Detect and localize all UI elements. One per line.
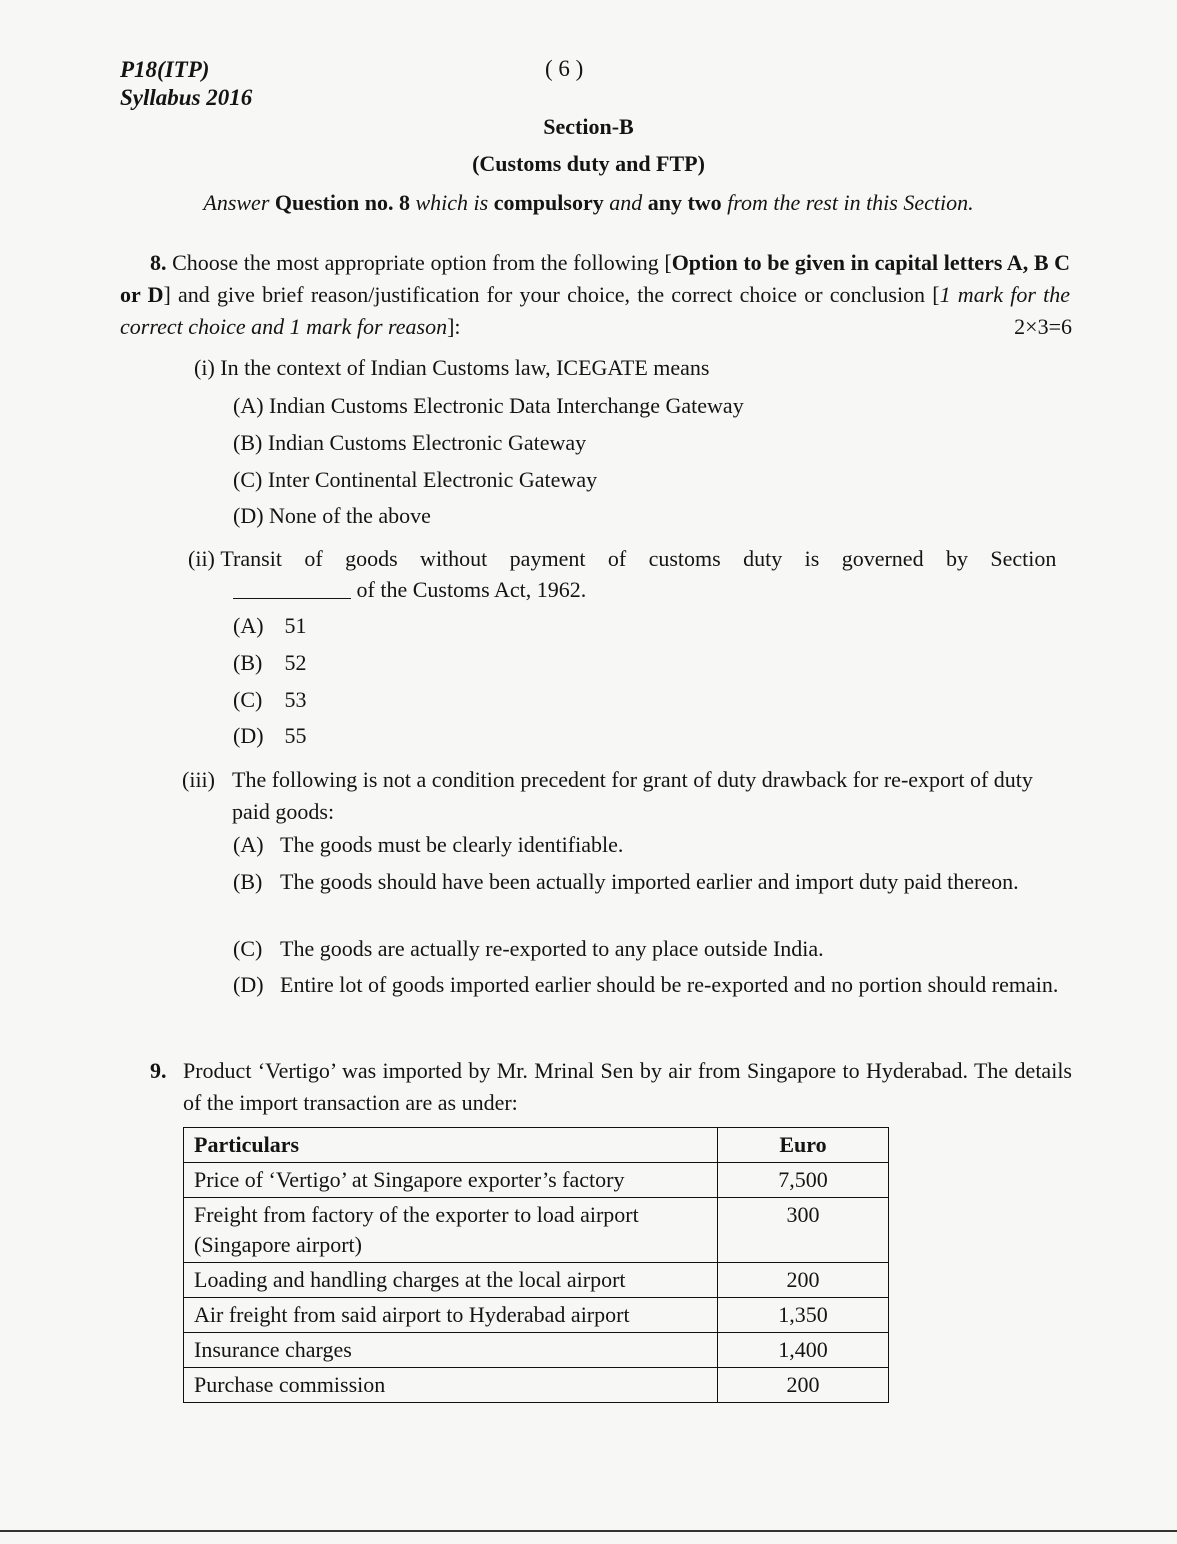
question-9-number [150, 1055, 167, 1087]
table-cell: Insurance charges [184, 1333, 718, 1368]
instruction-bold: any two [647, 190, 722, 215]
page-bottom-edge [0, 1530, 1177, 1532]
table-header: Particulars [184, 1128, 718, 1163]
section-title: Section-B [543, 114, 634, 139]
table-cell: 200 [718, 1368, 889, 1403]
option-label: (C) [233, 467, 263, 492]
table-cell: 200 [718, 1263, 889, 1298]
table-row [184, 1163, 889, 1198]
option-text: 55 [284, 723, 307, 748]
subquestion-number: (ii) [188, 546, 215, 571]
option-iii-b-label: (B) [233, 869, 263, 894]
table-header: Euro [718, 1128, 889, 1163]
option-text: Indian Customs Electronic Gateway [267, 430, 587, 455]
option-label: (D) [233, 503, 264, 528]
option-text: 51 [284, 613, 307, 638]
option-label: (C) [233, 687, 263, 712]
question-8-marks: 2×3=6 [1014, 314, 1072, 339]
question-text: ]: [447, 314, 461, 339]
option-text: 52 [284, 650, 307, 675]
option-text: 53 [284, 687, 307, 712]
question-8-stem [120, 247, 1070, 343]
table-row [184, 1263, 889, 1298]
instruction-text: Answer [203, 190, 275, 215]
option-i-a [233, 391, 744, 421]
option-label: (B) [233, 650, 263, 675]
question-italic: 1 mark for the correct choice and 1 mark for reason [120, 282, 1071, 339]
table-cell: Air freight from said airport to Hyderabad airport [184, 1298, 718, 1333]
option-iii-d-text: Entire lot of goods imported earlier should be re-exported and no portion should remain. [280, 972, 1059, 997]
table-cell: Loading and handling charges at the local airport [184, 1263, 718, 1298]
subquestion-number: (i) [194, 355, 215, 380]
option-iii-d-label: (D) [233, 972, 264, 997]
table-cell: Purchase commission [184, 1368, 718, 1403]
question-number: 9. [150, 1058, 167, 1083]
option-ii-a [233, 611, 307, 641]
option-label: (A) [233, 613, 264, 638]
option-i-c [233, 465, 597, 495]
subquestion-ii-blank-line [233, 574, 586, 606]
subquestion-text: In the context of Indian Customs law, ICEGATE means [220, 355, 710, 380]
table-row [184, 1298, 889, 1333]
option-ii-c [233, 685, 307, 715]
table-cell: 7,500 [718, 1163, 889, 1198]
section-instruction [0, 190, 1177, 216]
option-text: Inter Continental Electronic Gateway [267, 467, 598, 492]
instruction-text: which is [409, 190, 494, 215]
option-i-b [233, 428, 586, 458]
question-text: ] and give brief reason/justification for your choice, the correct choice or conclusion [ [163, 282, 940, 307]
paper-code: P18(ITP) [120, 57, 210, 82]
subquestion-iii-text: The following is not a condition precedent for grant of duty drawback for re-export of duty paid goods: [232, 767, 1033, 824]
instruction-bold: Question no. 8 [274, 190, 410, 215]
option-iii-a-label: (A) [233, 832, 264, 857]
option-iii-b-text: The goods should have been actually imported earlier and import duty paid thereon. [280, 869, 1019, 894]
instruction-text: and [603, 190, 648, 215]
instruction-bold: compulsory [493, 190, 604, 215]
subquestion-ii [188, 543, 1072, 575]
table-row [184, 1333, 889, 1368]
option-label: (B) [233, 430, 263, 455]
instruction-text: from the rest in this Section. [721, 190, 974, 215]
import-details-table [183, 1127, 889, 1403]
question-number: 8. [150, 250, 167, 275]
table-cell: Price of ‘Vertigo’ at Singapore exporter’s factory [184, 1163, 718, 1198]
question-9-text: Product ‘Vertigo’ was imported by Mr. Mrinal Sen by air from Singapore to Hyderabad. The details of the import transaction are as under: [183, 1058, 1072, 1115]
option-label: (A) [233, 393, 264, 418]
option-text: Indian Customs Electronic Data Interchange Gateway [269, 393, 744, 418]
table-cell: 1,400 [718, 1333, 889, 1368]
option-i-d [233, 501, 431, 531]
table-row [184, 1368, 889, 1403]
subquestion-iii-number: (iii) [182, 767, 215, 792]
question-text: Choose the most appropriate option from the following [ [172, 250, 672, 275]
subquestion-text: of the Customs Act, 1962. [356, 577, 587, 602]
table-row [184, 1198, 889, 1263]
option-ii-b [233, 648, 307, 678]
paper-code-block [120, 56, 252, 112]
page-number: ( 6 ) [545, 56, 584, 81]
option-iii-a-text: The goods must be clearly identifiable. [280, 832, 624, 857]
option-ii-d [233, 721, 307, 751]
section-subtitle: (Customs duty and FTP) [472, 151, 705, 176]
table-cell: 1,350 [718, 1298, 889, 1333]
option-iii-c-label: (C) [233, 936, 263, 961]
option-iii-c-text: The goods are actually re-exported to any place outside India. [280, 936, 824, 961]
syllabus-label: Syllabus 2016 [120, 85, 253, 110]
question-emphasis: Option to be given in capital letters A, B C or D [120, 250, 1071, 307]
table-cell: 300 [718, 1198, 889, 1263]
table-cell: Freight from factory of the exporter to load airport (Singapore airport) [184, 1198, 718, 1263]
option-label: (D) [233, 723, 264, 748]
subquestion-text: Transit of goods without payment of customs duty is governed by Section [220, 546, 1057, 571]
fill-blank [233, 574, 351, 599]
table-header-row [184, 1128, 889, 1163]
subquestion-i [194, 352, 709, 384]
option-text: None of the above [269, 503, 431, 528]
